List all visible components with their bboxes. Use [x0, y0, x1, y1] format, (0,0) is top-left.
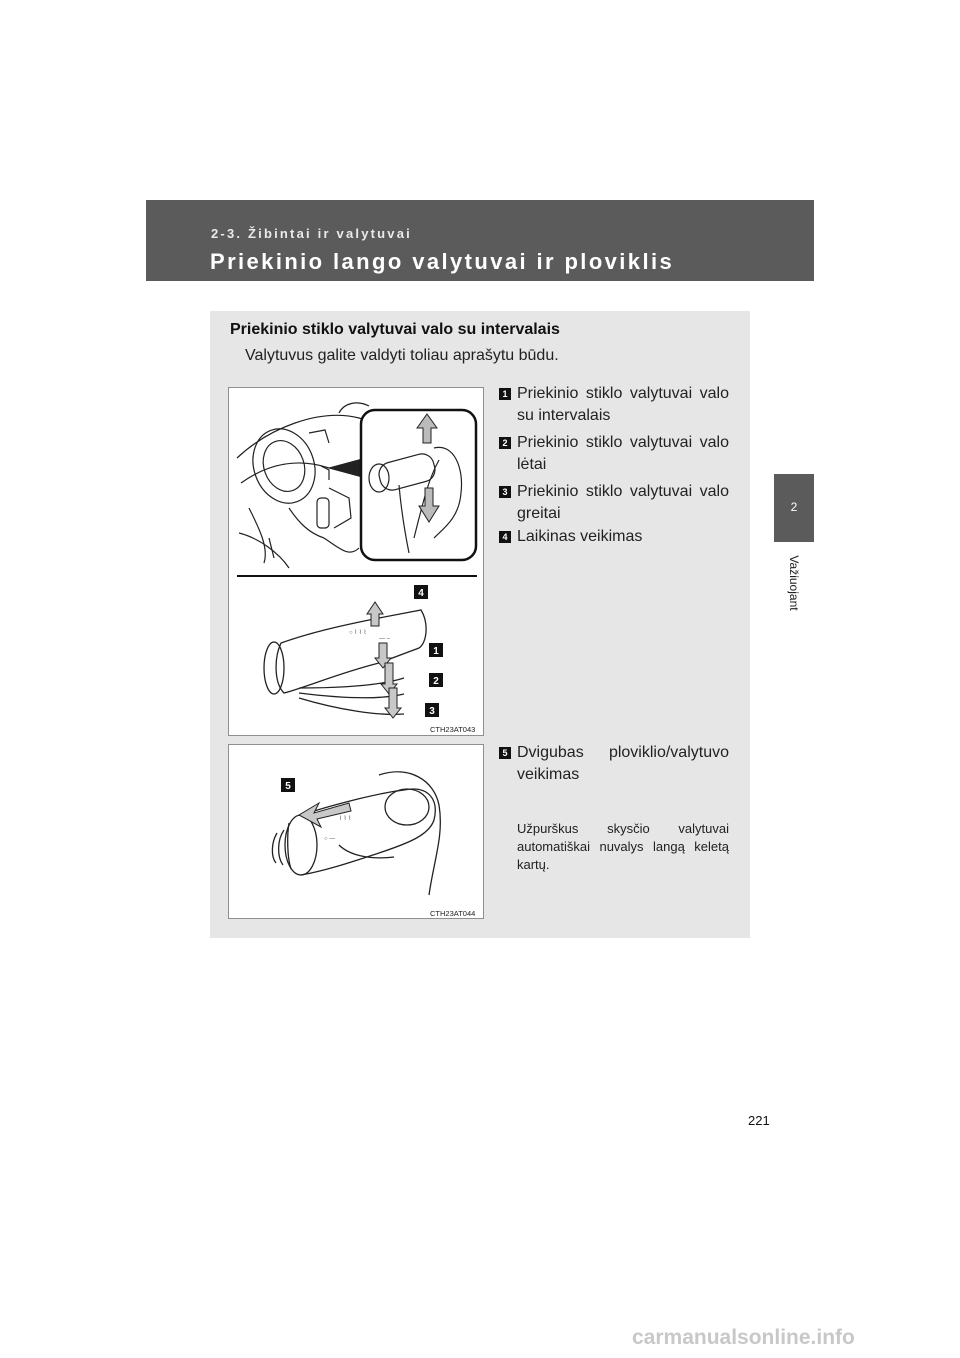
- callout-1: [429, 643, 443, 657]
- item-note: Užpurškus skysčio valytuvai automatiškai nuvalys langą keletą kartų.: [517, 821, 729, 872]
- list-item-2: [499, 432, 729, 476]
- list-item-4: [499, 526, 729, 548]
- chapter-tab-number: 2: [790, 500, 798, 514]
- svg-text:— –: — –: [379, 636, 391, 642]
- item-text: Priekinio stiklo valytuvai valo su intervalais: [517, 385, 729, 424]
- item-number-badge: 2: [499, 437, 511, 449]
- chapter-tab-label: Važiuojant: [787, 555, 801, 611]
- panel-heading: Priekinio stiklo valytuvai valo su intervalais: [230, 321, 560, 338]
- wiper-lever-illustration: [228, 387, 484, 736]
- svg-text:4: 4: [418, 588, 424, 599]
- item-number-badge: 4: [499, 531, 511, 543]
- figure-code: CTH23AT043: [430, 725, 476, 734]
- callout-3: [425, 703, 439, 717]
- svg-text:⌇ ⌇ ⌇: ⌇ ⌇ ⌇: [339, 816, 352, 822]
- page-number: 221: [748, 1113, 770, 1128]
- svg-text:2: 2: [433, 676, 439, 687]
- washer-lever-drawing: [229, 745, 483, 918]
- list-item-1: [499, 383, 729, 427]
- washer-lever-illustration: [228, 744, 484, 919]
- item-number-badge: 1: [499, 388, 511, 400]
- svg-text:○ —: ○ —: [324, 836, 336, 842]
- svg-text:5: 5: [285, 781, 291, 792]
- figure-code: CTH23AT044: [430, 909, 476, 918]
- item-text: Priekinio stiklo valytuvai valo greitai: [517, 483, 729, 522]
- watermark: carmanualsonline.info: [632, 1326, 855, 1349]
- svg-text:3: 3: [429, 706, 435, 717]
- callout-2: [429, 673, 443, 687]
- callout-5: [281, 778, 295, 792]
- svg-text:○ ⌇ ⌇ ⌇: ○ ⌇ ⌇ ⌇: [349, 630, 367, 636]
- item-text: Priekinio stiklo valytuvai valo lėtai: [517, 434, 729, 473]
- section-label: 2-3. Žibintai ir valytuvai: [211, 226, 412, 241]
- item-text: Laikinas veikimas: [517, 528, 643, 545]
- wiper-lever-drawing: [229, 388, 483, 735]
- item-text: Dvigubas ploviklio/valytuvo veikimas: [517, 744, 729, 783]
- svg-text:1: 1: [433, 646, 439, 657]
- item-number-badge: 3: [499, 486, 511, 498]
- chapter-tab: [774, 474, 814, 542]
- chapter-header: [146, 200, 814, 281]
- page-title: Priekinio lango valytuvai ir ploviklis: [210, 249, 675, 274]
- callout-4: [414, 585, 428, 599]
- list-item-5: [499, 742, 729, 786]
- item-number-badge: 5: [499, 747, 511, 759]
- content-panel: [210, 311, 750, 938]
- panel-intro: Valytuvus galite valdyti toliau aprašytu būdu.: [245, 347, 559, 364]
- list-item-3: [499, 481, 729, 525]
